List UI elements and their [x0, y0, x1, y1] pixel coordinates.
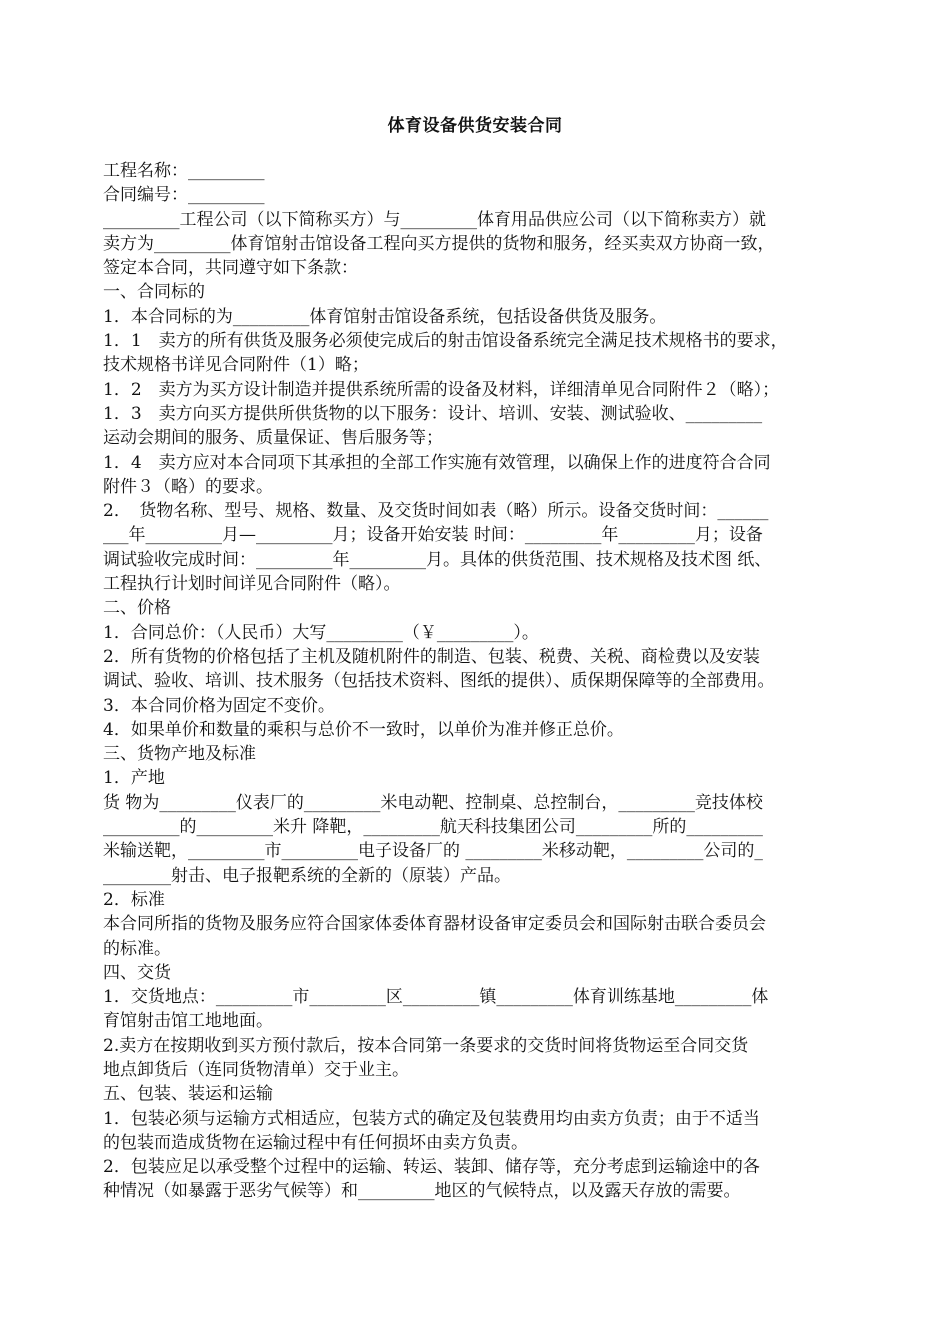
text-line: 4．如果单价和数量的乘积与总价不一致时，以单价为准并修正总价。 — [103, 719, 624, 740]
text-line: 3．本合同价格为固定不变价。 — [103, 695, 335, 716]
text-line: 货 物为_________仪表厂的_________米电动靶、控制桌、总控制台，_________竞技体校 — [103, 792, 763, 813]
text-line: 种情况（如暴露于恶劣气候等）和_________地区的气候特点，以及露天存放的需要。 — [103, 1181, 741, 1202]
text-line: 1．合同总价：（人民币）大写_________（￥_________）。 — [103, 622, 539, 643]
text-line: 五、包装、装运和运输 — [103, 1084, 273, 1105]
text-line: ________射击、电子报靶系统的全新的（原装）产品。 — [103, 865, 511, 886]
text-line: _________工程公司（以下简称买方）与_________体育用品供应公司（以下简称卖方）就 — [103, 209, 766, 230]
text-line: 调试验收完成时间：_________年_________月。具体的供货范围、技术规格及技术图 纸、 — [103, 549, 772, 570]
text-line: 卖方为_________体育馆射击馆设备工程向买方提供的货物和服务，经买卖双方协商一致， — [103, 233, 775, 254]
text-line: 四、交货 — [103, 962, 171, 983]
text-line: 二、价格 — [103, 598, 171, 619]
text-line: 合同编号：_________ — [103, 185, 265, 206]
text-line: 2.卖方在按期收到买方预付款后，按本合同第一条要求的交货时间将货物运至合同交货 — [103, 1035, 749, 1056]
text-line: 1．本合同标的为_________体育馆射击馆设备系统，包括设备供货及服务。 — [103, 306, 667, 327]
text-line: 1．3 卖方向买方提供所供货物的以下服务：设计、培训、安装、测试验收、_________ — [103, 403, 763, 424]
text-line: 2．包装应足以承受整个过程中的运输、转运、装卸、储存等，充分考虑到运输途中的各 — [103, 1157, 760, 1178]
text-line: 运动会期间的服务、质量保证、售后服务等； — [103, 428, 443, 449]
text-line: 签定本合同，共同遵守如下条款： — [103, 258, 358, 279]
text-line: 附件３（略）的要求。 — [103, 476, 273, 497]
document-title: 体育设备供货安装合同 — [387, 116, 563, 136]
text-line: 1．4 卖方应对本合同项下其承担的全部工作实施有效管理，以确保上作的进度符合合同 — [103, 452, 771, 473]
document-body — [103, 159, 851, 1204]
text-line: ___年_________月—_________月；设备开始安装 时间：_________年_________月；设备 — [103, 525, 763, 546]
text-line: 调试、验收、培训、技术服务（包括技术资料、图纸的提供）、质保期保障等的全部费用。 — [103, 671, 775, 692]
text-line: 1．1 卖方的所有供货及服务必须使完成后的射击馆设备系统完全满足技术规格书的要求， — [103, 331, 788, 352]
text-line: 一、合同标的 — [103, 282, 205, 303]
text-line: 三、货物产地及标准 — [103, 744, 256, 765]
text-line: _________的_________米升 降靶，_________航天科技集团公司_________所的_________ — [103, 817, 763, 838]
text-line: 1．包装必须与运输方式相适应，包装方式的确定及包装费用均由卖方负责；由于不适当 — [103, 1108, 760, 1129]
text-line: 的标准。 — [103, 938, 171, 959]
text-line: 育馆射击馆工地地面。 — [103, 1011, 273, 1032]
text-line: 2．标准 — [103, 889, 165, 910]
text-line: 米输送靶，_________市_________电子设备厂的 _________米移动靶，_________公司的_ — [103, 841, 763, 862]
text-line: 技术规格书详见合同附件（1）略； — [103, 355, 369, 376]
text-line: 地点卸货后（连同货物清单）交于业主。 — [103, 1059, 409, 1080]
text-line: 2． 货物名称、型号、规格、数量、及交货时间如表（略）所示。设备交货时间：______ — [103, 501, 769, 522]
text-line: 工程名称：_________ — [103, 161, 265, 181]
text-line: 工程执行计划时间详见合同附件（略）。 — [103, 574, 401, 595]
text-line: 的包装而造成货物在运输过程中有任何损坏由卖方负责。 — [103, 1132, 528, 1153]
text-line: 1．2 卖方为买方设计制造并提供系统所需的设备及材料，详细清单见合同附件２（略）； — [103, 379, 780, 400]
text-line: 1．交货地点：_________市_________区_________镇_________体育训练基地_________体 — [103, 987, 769, 1008]
text-line: 本合同所指的货物及服务应符合国家体委体育器材设备审定委员会和国际射击联合委员会 — [103, 914, 766, 935]
text-line: 1．产地 — [103, 768, 165, 789]
text-line: 2．所有货物的价格包括了主机及随机附件的制造、包装、税费、关税、商检费以及安装 — [103, 646, 760, 667]
